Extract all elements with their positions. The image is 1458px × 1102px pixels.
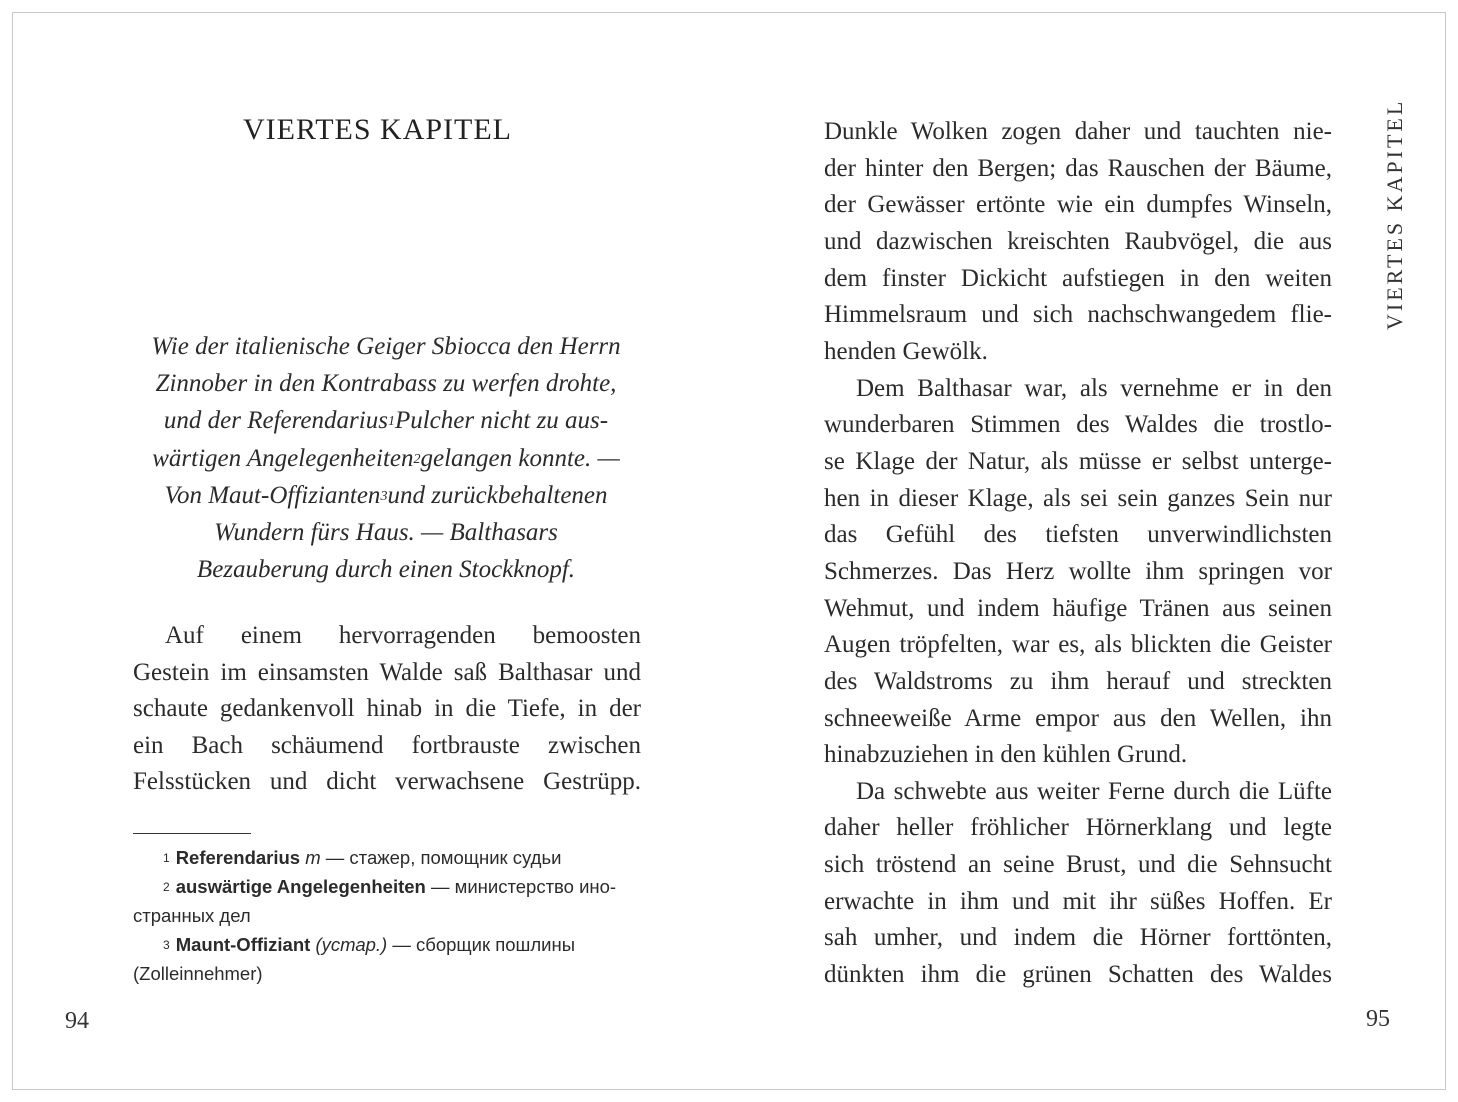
footnote-number: 1 (163, 851, 170, 865)
summary-line: Von Maut-Offizianten$^3$und zurückbehaltenen (164, 481, 608, 509)
text-line: schneeweiße Arme empor aus den Wellen, ihn (824, 704, 1332, 732)
footnote-2 (133, 872, 641, 901)
text-line: henden Gewölk. (824, 337, 988, 365)
text-line: Felsstücken und dicht verwachsene Gestrüpp. (133, 768, 641, 796)
text-line: der Gewässer ertönte wie ein dumpfes Winseln, (824, 191, 1332, 219)
footnote-text: — стажер, помощник судьи (320, 847, 562, 868)
footnote-mark[interactable]: 2 (413, 451, 421, 467)
text-line: schaute gedankenvoll hinab in die Tiefe, in der (133, 695, 641, 723)
left-body-text (133, 618, 641, 801)
text-line: Auf einem hervorragenden bemoosten (165, 622, 641, 649)
footnote-text: — министерство ино- (425, 876, 617, 897)
text-line: hinabzuziehen in den kühlen Grund. (824, 741, 1188, 769)
text-line: hen in dieser Klage, als sei sein ganzes Sein nur (824, 484, 1332, 512)
text-line: und dazwischen kreischten Raubvögel, die aus (824, 227, 1332, 255)
text-line: erwachte in ihm und mit ihr süßes Hoffen. Er (824, 887, 1332, 915)
summary-line: Bezauberung durch einen Stockknopf. (196, 556, 576, 584)
chapter-summary (128, 328, 644, 588)
footnote-term: auswärtige Angelegenheiten (175, 876, 426, 897)
summary-line: wärtigen Angelegenheiten$^2$gelangen konnte. — (152, 444, 620, 472)
chapter-title: VIERTES KAPITEL (243, 113, 513, 146)
footnote-text: — сборщик пошлины (387, 934, 575, 955)
footnote-term: Referendarius (175, 847, 301, 868)
text-line: Schmerzes. Das Herz wollte ihm springen vor (824, 557, 1332, 585)
page-number-right: 95 (1366, 1006, 1390, 1032)
text-line: Dunkle Wolken zogen daher und tauchten nie- (824, 118, 1332, 145)
text-line: Gestein im einsamsten Walde saß Balthasar und (133, 658, 641, 686)
text-line: daher heller fröhlicher Hörnerklang und legte (824, 814, 1332, 842)
footnote-divider (133, 833, 251, 834)
text-line: dünkten ihm die grünen Schatten des Waldes (824, 961, 1332, 989)
text-line: der hinter den Bergen; das Rauschen der Bäume, (824, 154, 1332, 182)
footnote-mark[interactable]: 3 (380, 488, 388, 504)
footnote-3-continuation: (Zolleinnehmer) (133, 963, 263, 984)
summary-line: Wundern fürs Haus. — Balthasars (214, 519, 558, 547)
text-line: sich tröstend an seine Brust, und die Sehnsucht (824, 851, 1332, 879)
text-line: Dem Balthasar war, als vernehme er in den (856, 374, 1332, 402)
summary-line: und der Referendarius$^1$Pulcher nicht zu aus- (163, 407, 609, 435)
text-line: das Gefühl des tiefsten unverwindlichsten (824, 521, 1332, 549)
text-line: des Waldstroms zu ihm herauf und streckten (824, 667, 1332, 695)
running-head: VIERTES KAPITEL (1382, 98, 1407, 330)
footnote-grammar: m (305, 847, 321, 868)
text-line: Himmelsraum und sich nachschwangedem flie- (824, 301, 1332, 329)
text-line: sah umher, und indem die Hörner forttönten, (824, 924, 1332, 952)
footnote-2-continuation: странных дел (133, 905, 251, 926)
footnote-mark[interactable]: 1 (387, 414, 395, 430)
right-body-text (824, 114, 1332, 994)
summary-line: Zinnober in den Kontrabass zu werfen drohte, (155, 370, 617, 398)
footnote-grammar: (устар.) (315, 934, 388, 955)
text-line: Da schwebte aus weiter Ferne durch die Lüfte (856, 777, 1332, 805)
footnote-1 (133, 843, 641, 872)
footnotes (133, 843, 641, 988)
text-line: Wehmut, und indem häufige Tränen aus seinen (824, 594, 1332, 622)
summary-line: Wie der italienische Geiger Sbiocca den Herrn (151, 333, 621, 360)
text-line: dem finster Dickicht aufstiegen in den weiten (824, 264, 1332, 292)
footnote-3 (133, 930, 641, 959)
text-line: Augen tröpfelten, war es, als blickten die Geister (824, 631, 1332, 659)
text-line: ein Bach schäumend fortbrauste zwischen (133, 731, 641, 759)
text-line: se Klage der Natur, als müsse er selbst unterge- (824, 447, 1332, 475)
footnote-term: Maunt-Offiziant (175, 934, 311, 955)
footnote-number: 2 (163, 880, 170, 894)
footnote-number: 3 (163, 938, 170, 952)
text-line: wunderbaren Stimmen des Waldes die trostlo- (824, 411, 1332, 439)
page-number-left: 94 (65, 1008, 89, 1034)
